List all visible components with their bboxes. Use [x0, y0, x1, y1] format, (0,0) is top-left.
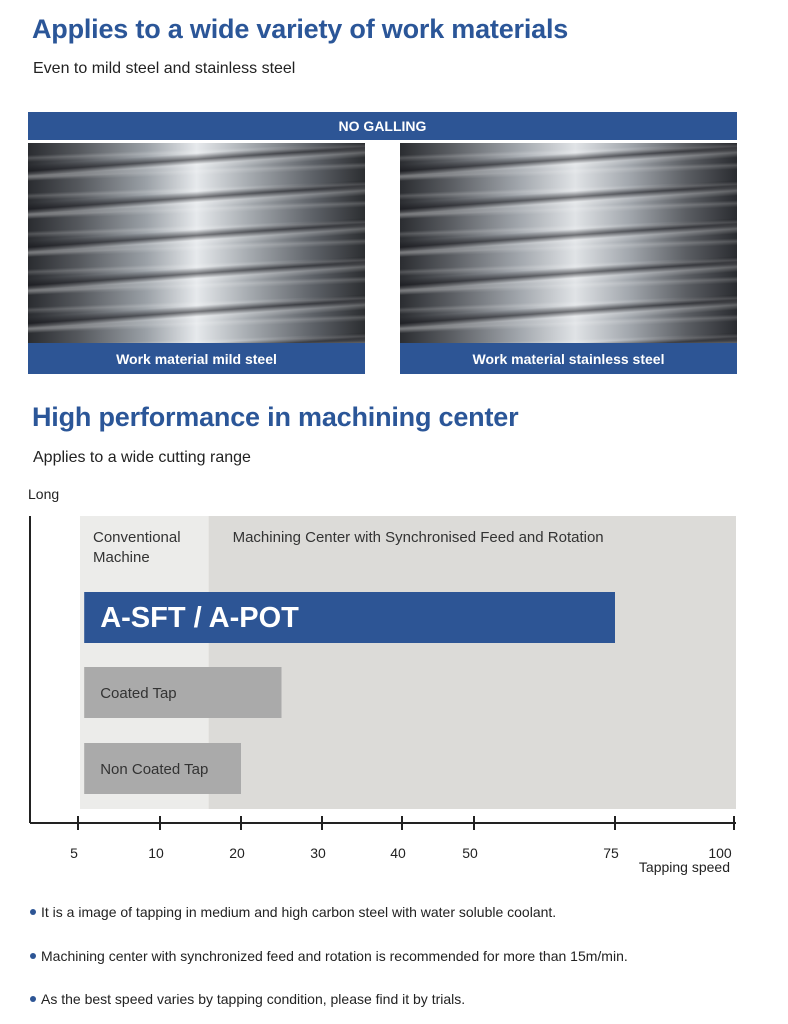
- section-subtitle-materials: Even to mild steel and stainless steel: [33, 60, 296, 77]
- chart-region: [209, 516, 736, 809]
- bullet-icon: [30, 953, 36, 959]
- mild-steel-caption: Work material mild steel: [28, 343, 365, 374]
- note-text: As the best speed varies by tapping condition, please find it by trials.: [41, 991, 466, 1007]
- x-tick-label: 5: [70, 845, 78, 861]
- note-item: [30, 991, 465, 1007]
- chart-bar-label: A-SFT / A-POT: [100, 602, 299, 634]
- chart-bar-label: Non Coated Tap: [100, 761, 209, 778]
- x-tick-label: 30: [310, 845, 326, 861]
- bullet-icon: [30, 996, 36, 1002]
- x-tick-label: 10: [148, 845, 164, 861]
- y-axis-label: Long: [28, 486, 60, 502]
- chart-region-label: Machine: [93, 549, 150, 566]
- chart-region-label: Machining Center with Synchronised Feed and Rotation: [232, 529, 604, 546]
- x-tick-label: 20: [229, 845, 245, 861]
- chart-region-label: Conventional: [93, 529, 181, 546]
- tapping-speed-chart: [0, 480, 788, 880]
- chart-bar-label: Coated Tap: [100, 685, 177, 702]
- section-title-materials: Applies to a wide variety of work materials: [32, 14, 569, 44]
- section-title-performance: High performance in machining center: [32, 402, 519, 432]
- no-galling-banner: NO GALLING: [28, 112, 737, 140]
- note-item: [30, 904, 556, 920]
- x-tick-label: 100: [708, 845, 732, 861]
- note-item: [30, 948, 628, 964]
- x-tick-label: 50: [462, 845, 478, 861]
- mild-steel-photo: [28, 143, 365, 343]
- x-axis-label: Tapping speed: [638, 859, 730, 875]
- note-text: It is a image of tapping in medium and high carbon steel with water soluble coolant.: [41, 904, 557, 920]
- section-subtitle-performance: Applies to a wide cutting range: [33, 449, 251, 466]
- stainless-steel-caption: Work material stainless steel: [400, 343, 737, 374]
- stainless-steel-photo: [400, 143, 737, 343]
- x-tick-label: 75: [603, 845, 619, 861]
- note-text: Machining center with synchronized feed and rotation is recommended for more than 15m/min.: [41, 948, 628, 964]
- bullet-icon: [30, 909, 36, 915]
- x-tick-label: 40: [390, 845, 406, 861]
